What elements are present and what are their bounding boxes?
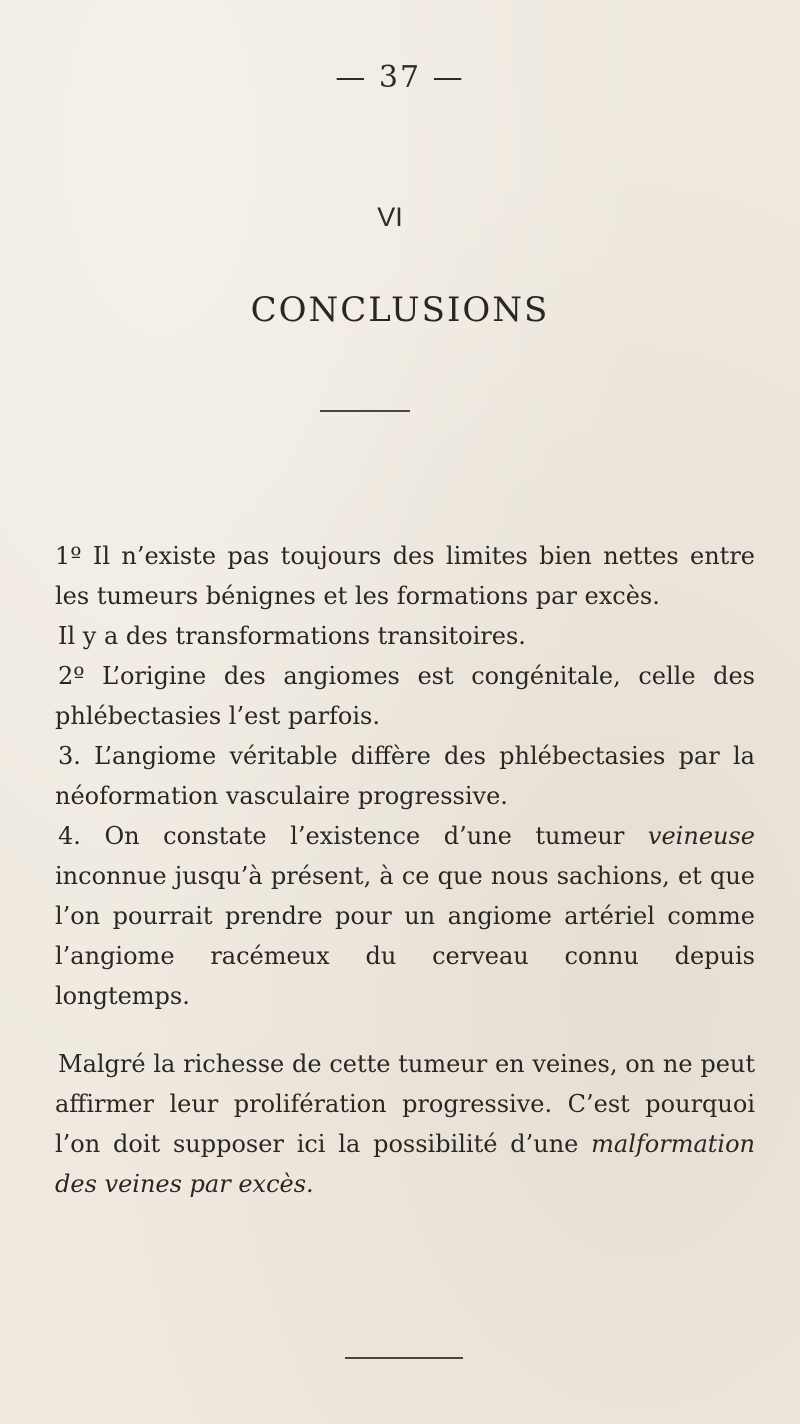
- closing-paragraph: [55, 1044, 755, 1204]
- end-rule-divider: [345, 1357, 463, 1359]
- paragraph-text: Il y a des transformations transitoires.: [58, 622, 526, 650]
- paragraph-text: 3. L’angiome véritable diffère des phlébectasies par la néoformation vasculaire progressive.: [55, 742, 755, 810]
- paragraph-text: Malgré la richesse de cette tumeur en veines, on ne peut affirmer leur prolifération progressive. C’est pourquoi l’on doit supposer ici la possibilité d’une: [55, 1050, 755, 1158]
- section-number: VI: [377, 202, 403, 232]
- conclusion-paragraph-1-continuation: [55, 616, 755, 656]
- paragraph-text: 1º Il n’existe pas toujours des limites bien nettes entre les tumeurs bénignes et les formations par excès.: [55, 542, 755, 610]
- conclusion-paragraph-2: [55, 656, 755, 736]
- emphasized-text: malformation des veines par excès.: [55, 1130, 755, 1198]
- paragraph-text: 4. On constate l’existence d’une tumeur: [58, 822, 648, 850]
- title-rule-divider: [320, 410, 410, 412]
- conclusions-body: [55, 536, 755, 1204]
- paragraph-text: inconnue jusqu’à présent, à ce que nous sachions, et que l’on pourrait prendre pour un angiome artériel comme l’angiome racémeux du cerveau connu depuis longtemps.: [55, 862, 755, 1010]
- conclusion-paragraph-1: [55, 536, 755, 616]
- page-title: CONCLUSIONS: [250, 290, 550, 330]
- conclusion-paragraph-3: [55, 736, 755, 816]
- paragraph-text: 2º L’origine des angiomes est congénitale, celle des phlébectasies l’est parfois.: [55, 662, 755, 730]
- conclusion-paragraph-4: [55, 816, 755, 1016]
- page-number: — 37 —: [335, 60, 465, 95]
- emphasized-text: veineuse: [647, 822, 755, 850]
